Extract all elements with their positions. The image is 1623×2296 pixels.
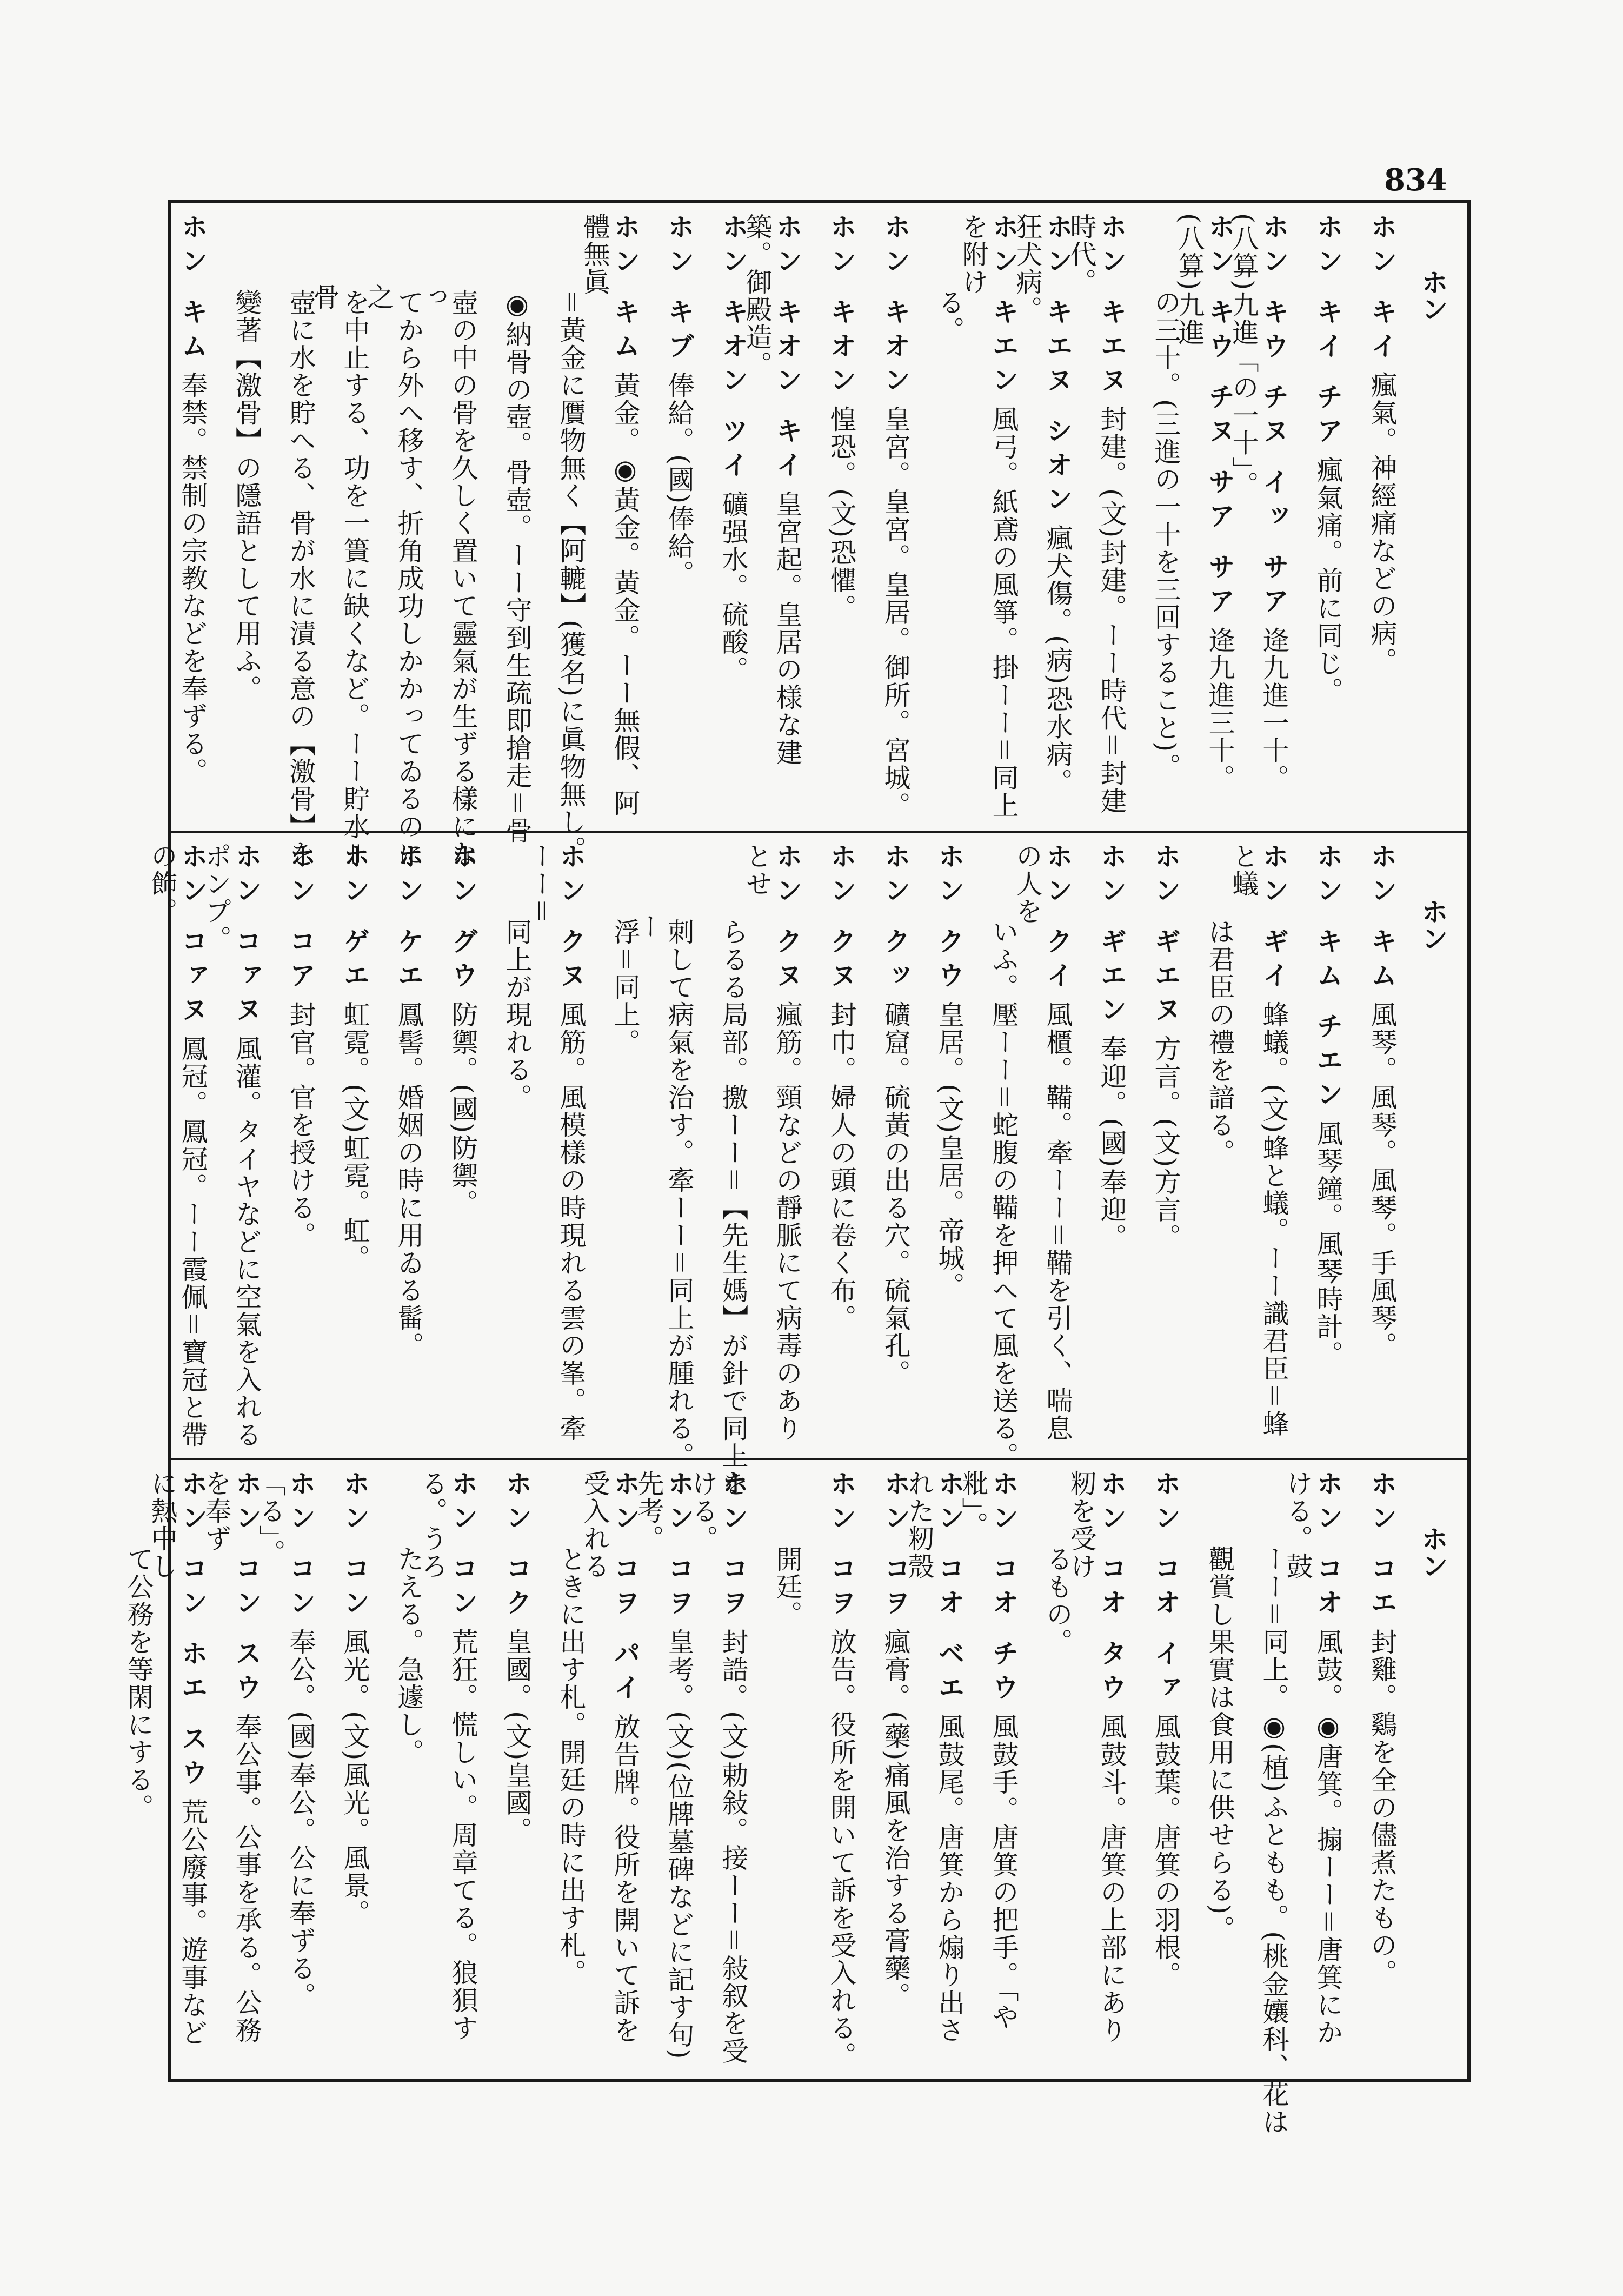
entry-headword: ホン クウ xyxy=(934,842,965,996)
entry-definition: 荒公廢事。遊事などに熱中し xyxy=(147,1470,208,2047)
entry-definition: 風灌。タイヤなどに空氣を入れるポンプ。 xyxy=(201,842,262,1449)
entry-continuation xyxy=(586,842,640,1521)
entry-definition: 風弓。紙鳶の風箏。掛ーー＝同上を附け xyxy=(958,213,1019,820)
entry xyxy=(1127,842,1181,1450)
entry-headword: ホン キブ xyxy=(664,213,695,367)
entry-columns xyxy=(147,842,1398,1497)
entry-headword: ホン ゲエ xyxy=(340,842,370,996)
entry-definition: 奉公。(國)奉公。公に奉ずる。「る」。 xyxy=(255,1470,316,2010)
entry-definition: 壺に水を貯へる、骨が水に漬る意の【激骨】を xyxy=(285,289,316,868)
entry-headword: ホン キイ チア xyxy=(1313,213,1343,452)
entry xyxy=(1228,842,1289,1450)
entry-definition: 浮＝同上。 xyxy=(610,918,641,1057)
entry-continuation xyxy=(965,842,1019,1521)
entry xyxy=(526,842,587,1450)
entry-headword: ホン キウ チヌ イッ サア xyxy=(1259,213,1289,621)
entry-headword: ホン キエン xyxy=(988,213,1019,401)
entry xyxy=(316,842,370,1450)
entry xyxy=(1343,213,1397,821)
entry-headword: ホン コン スウ xyxy=(231,1470,262,1708)
entry-definition: 風光。(文)風光。風景。 xyxy=(340,1628,370,1927)
entry-continuation xyxy=(910,213,965,891)
entry xyxy=(1289,213,1343,821)
entry xyxy=(856,1470,910,2071)
entry xyxy=(910,842,965,1450)
entry xyxy=(1066,1470,1127,2071)
entry-headword: ホン クヌ xyxy=(556,842,587,996)
entry-continuation xyxy=(1127,213,1181,891)
entry-columns xyxy=(177,213,1398,868)
entry-headword: ホン キオン ツイ xyxy=(718,213,749,486)
entry-headword: ホン コエ xyxy=(1367,1470,1398,1623)
entry-definition: 奉公事。公事を承る。公務を奉ず xyxy=(201,1470,262,2045)
entry xyxy=(856,213,910,821)
entry-headword: ホン ケエ xyxy=(394,842,424,996)
entry xyxy=(147,842,208,1450)
entry-definition: 開廷。 xyxy=(772,1545,803,1628)
entry-continuation xyxy=(1181,1470,1235,2141)
entry-definition: 風琴。風琴。風琴。手風琴。 xyxy=(1367,1001,1398,1360)
entry-definition: の三十。(三進の一十を三回すること)。 xyxy=(1150,289,1181,781)
entry-definition: 奉迎。(國)奉迎。 xyxy=(1096,1035,1127,1251)
entry-headword: ホン コク xyxy=(502,1470,533,1623)
entry-headword: ホン コオ タウ xyxy=(1096,1470,1127,1708)
entry-headword: ホン ギエヌ xyxy=(1150,842,1181,1030)
entry-headword: ホン コヲ xyxy=(826,1470,857,1623)
entry-continuation xyxy=(1181,842,1235,1521)
entry-definition: 變著【激骨】の隱語として用ふ。 xyxy=(231,289,262,702)
entry xyxy=(1174,213,1235,821)
section-heading: ホン xyxy=(1417,1525,1448,1579)
entry-headword: ホン コオ ベエ xyxy=(934,1470,965,1708)
entry-definition: 封建。(文)封建。ーー時代＝封建時代。 xyxy=(1066,213,1127,815)
entry-definition: ときに出す札。開廷の時に出す札。 xyxy=(556,1545,587,1987)
entry-headword: ホン コン xyxy=(285,1470,316,1623)
column-band-top xyxy=(171,203,1467,868)
entry-headword: ホン コオ xyxy=(1313,1470,1343,1623)
entry xyxy=(688,1470,749,2071)
entry-continuation xyxy=(478,213,532,891)
entry-definition: て公務を等閑にする。 xyxy=(123,1545,154,1821)
entry-headword: ホン キオン xyxy=(880,213,911,401)
entry-definition: らるる局部。撽ーー＝【先生媽】が針で同上を xyxy=(718,918,749,1497)
entry-definition: 荒狂。慌しい。周章てる。狼狽する。うろ xyxy=(417,1470,478,2042)
section-heading: ホン xyxy=(1417,898,1448,952)
entry-definition: 風櫃。鞴。牽ーー＝鞴を引く、喘息の人を xyxy=(1012,842,1073,1443)
entry-definition: ーー＝同上。◉(植)ふともも。(桃金孃科、花は xyxy=(1259,1545,1289,2136)
entry xyxy=(255,1470,316,2071)
entry xyxy=(154,213,208,821)
entry-definition: 風鼓尾。唐箕から煽り出された籾殼 xyxy=(904,1470,965,2045)
entry-headword: ホン キウ チヌ サア サア xyxy=(1205,213,1235,621)
entry-definition: 風筋。風模樣の時現れる雲の峯。牽ーー＝ xyxy=(526,842,587,1443)
entry-definition: ◉納骨の壺。骨壺。ーー守到生疏即搶走＝骨 xyxy=(502,289,533,845)
entry-headword: ホン キエヌ xyxy=(1096,213,1127,401)
entry-definition: 風琴鐘。風琴時計。 xyxy=(1313,1120,1343,1369)
entry-definition: 風鼓葉。唐箕の羽根。 xyxy=(1150,1713,1181,1989)
entry xyxy=(316,1470,370,2071)
entry-definition: 皇宮。皇宮。皇居。御所。宮城。 xyxy=(880,406,911,820)
entry xyxy=(640,213,694,821)
page-number: 834 xyxy=(1384,162,1447,198)
entry-definition: 放告牌。役所を開いて訴を受入れる xyxy=(580,1470,641,2045)
entry xyxy=(580,213,641,821)
entry-definition: 瘋筋。頸などの靜脈にて病毒のありとせ xyxy=(742,842,803,1443)
entry-continuation xyxy=(634,842,695,1521)
entry xyxy=(1228,213,1289,821)
entry-definition: 蜂蟻。(文)蜂と蟻。ーー識君臣＝蜂と蟻 xyxy=(1228,842,1289,1438)
entry-definition: 瘋氣。神經痛などの病。 xyxy=(1367,371,1398,675)
entry-headword: ホン コア xyxy=(285,842,316,996)
entry-definition: 風鼓。◉唐箕。搧ーー＝唐箕にかける。鼓 xyxy=(1282,1470,1343,2047)
dictionary-frame xyxy=(123,200,1471,2136)
entry xyxy=(147,1470,208,2071)
entry xyxy=(580,1470,641,2071)
entry xyxy=(742,213,803,821)
entry-headword: ホン コン ホエ スウ xyxy=(177,1470,208,1793)
entry xyxy=(201,1470,262,2071)
entry-continuation xyxy=(1019,1470,1073,2141)
entry-definition: 俸給。(國)俸給。 xyxy=(664,371,695,588)
entry-definition: 風鼓斗。唐箕の上部にあり籾を受け xyxy=(1066,1470,1127,2045)
entry-definition: は君臣の禮を諳る。 xyxy=(1205,918,1235,1166)
entry xyxy=(904,1470,965,2071)
entry-definition: 壺の中の骨を久しく置いて靈氣が生ずる樣になっ xyxy=(417,283,478,868)
entry xyxy=(958,1470,1019,2071)
column-band-middle xyxy=(147,831,1467,1497)
entry-definition: 礦强水。硫酸。 xyxy=(718,490,749,684)
entry-definition: 風鼓手。唐箕の把手。「や粃」。 xyxy=(958,1470,1019,2031)
entry-headword: ホン コヲ xyxy=(664,1470,695,1623)
entry xyxy=(262,842,316,1450)
entry-definition: 刺して病氣を治す。牽ーー＝同上が腫れる。ーー xyxy=(634,913,695,1497)
entry-continuation xyxy=(262,213,316,891)
entry-definition: 放告。役所を開いて訴を受入れる。 xyxy=(826,1628,857,2070)
entry xyxy=(958,213,1019,821)
entry-definition: 皇居。(文)皇居。帝城。 xyxy=(934,1001,965,1300)
entry-definition: 同上が現れる。 xyxy=(502,918,533,1111)
entry xyxy=(694,213,748,821)
entry xyxy=(742,842,803,1450)
entry-headword: ホン クッ xyxy=(880,842,911,996)
entry-continuation xyxy=(532,213,586,891)
entry xyxy=(201,842,262,1450)
entry xyxy=(1343,1470,1397,2071)
entry-definition: を中止する、功を一簣に缺くなど。ーー貯水＝骨 xyxy=(309,283,370,868)
entry xyxy=(478,1470,532,2071)
entry-definition: 觀賞し果實は食用に供せらる)。 xyxy=(1205,1545,1235,1943)
entry-continuation xyxy=(748,1470,802,2141)
entry-continuation xyxy=(363,213,424,891)
entry xyxy=(802,213,856,821)
entry-headword: ホン キム xyxy=(1367,842,1398,996)
entry-definition: 礦窟。硫黃の出る穴。硫氣孔。 xyxy=(880,1001,911,1388)
entry-columns xyxy=(123,1470,1398,2136)
entry-headword: ホン キイ xyxy=(1367,213,1398,367)
entry-continuation xyxy=(309,213,370,891)
entry-definition: 瘋犬傷。(病)恐水病。狂犬病。 xyxy=(1012,213,1073,796)
entry-headword: ホン キム xyxy=(177,213,208,367)
entry-continuation xyxy=(532,1470,586,2141)
entry-headword: ホン クイ xyxy=(1042,842,1073,996)
entry-continuation xyxy=(1235,1470,1289,2141)
entry-continuation xyxy=(208,213,262,891)
entry-headword: ホン キム チエン xyxy=(1313,842,1343,1115)
entry-definition: 逄九進一十。(八算)九進「の一十」。 xyxy=(1228,213,1289,792)
entry-definition: 瘋膏。(藥)痛風を治する膏藥。 xyxy=(880,1628,911,2010)
section-heading: ホン xyxy=(1417,268,1448,322)
entry-headword: ホン コオ チウ xyxy=(988,1470,1019,1708)
entry-definition: 虹霓。(文)虹霓。虹。 xyxy=(340,1001,370,1272)
entry-headword: ホン コァヌ xyxy=(231,842,262,1030)
entry xyxy=(802,842,856,1450)
entry-headword: ホン コヲ xyxy=(880,1470,911,1623)
entry-headword: ホン キオン キイ xyxy=(772,213,803,486)
entry-definition: 鳳髻。婚姻の時に用ゐる髷。 xyxy=(394,1001,424,1360)
entry-headword: ホン クヌ xyxy=(826,842,857,996)
entry-continuation xyxy=(694,842,748,1521)
entry-definition: 防禦。(國)防禦。 xyxy=(448,1001,478,1217)
entry-definition: いふ。壓ーー＝蛇腹の鞴を押へて風を送る。 xyxy=(988,918,1019,1470)
entry-definition: 惶恐。(文)恐懼。 xyxy=(826,406,857,622)
entry xyxy=(1343,842,1397,1450)
entry-definition: るもの。 xyxy=(1042,1545,1073,1656)
entry-headword: ホン キオン xyxy=(826,213,857,401)
entry xyxy=(370,842,424,1450)
entry-definition: 瘋氣痛。前に同じ。 xyxy=(1313,456,1343,705)
entry xyxy=(1012,213,1073,821)
entry-definition: 封誥。(文)勅敍。接ーー＝敍叙を受ける。 xyxy=(688,1470,749,2065)
entry xyxy=(856,842,910,1450)
entry xyxy=(1012,842,1073,1450)
entry-continuation xyxy=(478,842,532,1521)
entry-headword: ホン ギエン xyxy=(1096,842,1127,1030)
entry-definition: 封巾。婦人の頭に卷く布。 xyxy=(826,1001,857,1332)
entry-headword: ホン グウ xyxy=(448,842,478,996)
entry xyxy=(1127,1470,1181,2071)
entry-headword: ホン ギイ xyxy=(1259,842,1289,996)
entry-headword: ホン クヌ xyxy=(772,842,803,996)
entry-definition: たえる。急遽し。 xyxy=(394,1545,424,1766)
column-band-bottom xyxy=(123,1458,1467,2136)
entry-definition: 鳳冠。鳳冠。ーー霞佩＝寶冠と帶の飾。 xyxy=(147,842,208,1449)
entry xyxy=(1282,1470,1343,2071)
entry-definition: 方言。(文)方言。 xyxy=(1150,1035,1181,1251)
entry-headword: ホン コヲ パイ xyxy=(610,1470,641,1708)
entry-headword: ホン コヲ xyxy=(718,1470,749,1623)
entry-definition: ＝黃金に贋物無く【阿轆】(獲名)に眞物無し。 xyxy=(556,289,587,864)
entry-headword: ホン コン xyxy=(448,1470,478,1623)
entry-headword: ホン コン xyxy=(340,1470,370,1623)
entry xyxy=(1073,842,1127,1450)
entry-definition: 奉禁。禁制の宗教などを奉ずる。 xyxy=(177,371,208,786)
entry-continuation xyxy=(370,1470,424,2141)
entry-headword: ホン コオ イァ xyxy=(1150,1470,1181,1708)
entry-headword: ホン キム xyxy=(610,213,641,367)
entry xyxy=(417,1470,478,2071)
entry-definition: 封雞。鷄を全の儘煮たもの。 xyxy=(1367,1628,1398,1987)
entry xyxy=(634,1470,695,2071)
entry-definition: る。 xyxy=(934,289,965,344)
entry-definition: 逄九進三十。(八算)九進 xyxy=(1174,213,1235,792)
entry xyxy=(424,842,478,1450)
entry-definition: 封官。官を授ける。 xyxy=(285,1001,316,1250)
entry xyxy=(1066,213,1127,821)
entry-headword: ホン コァヌ xyxy=(177,842,208,1030)
entry-continuation xyxy=(99,1470,154,2141)
entry xyxy=(1289,842,1343,1450)
entry-definition: 皇國。(文)皇國。 xyxy=(502,1628,533,1844)
entry-definition: 皇考。(文)(位牌墓碑などに記す句)先考。 xyxy=(634,1470,695,2060)
entry-continuation xyxy=(417,213,478,891)
entry-definition: てから外へ移す、折角成功しかかってゐるのに之 xyxy=(363,283,424,868)
entry-definition: 皇宮起。皇居の様な建築。御殿造。 xyxy=(742,213,803,767)
entry-definition: 黃金。◉黃金。黃金。ーー無假、阿體無眞 xyxy=(580,213,641,818)
entry xyxy=(802,1470,856,2071)
entry-headword: ホン キエヌ シオン xyxy=(1042,213,1073,520)
